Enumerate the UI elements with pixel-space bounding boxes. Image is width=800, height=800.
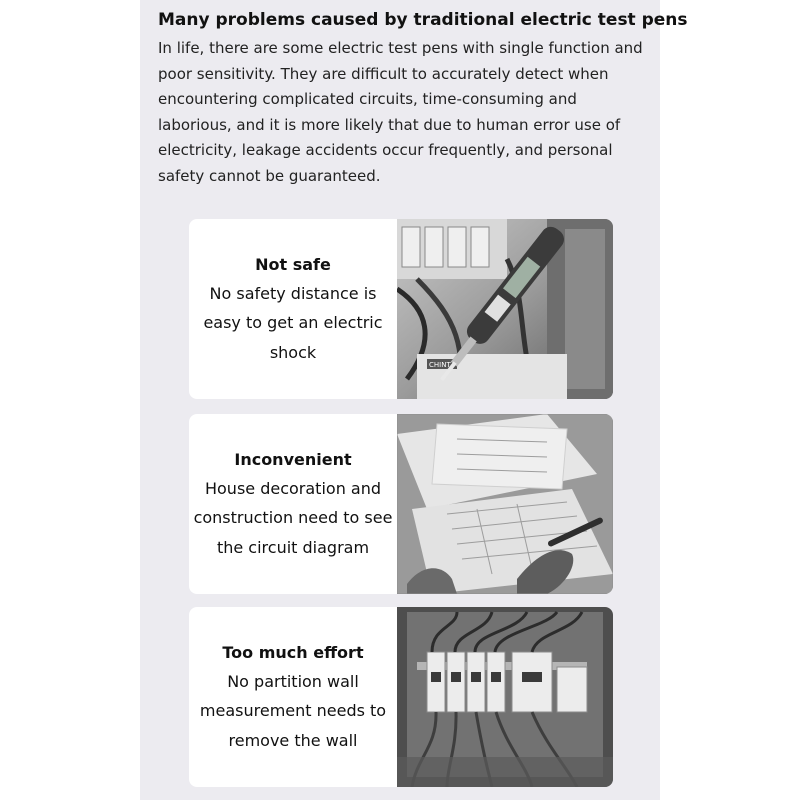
test-pen-on-breaker-photo [397, 219, 613, 399]
breaker-panel-wiring-photo [397, 607, 613, 787]
problem-card-too-much-effort [189, 607, 613, 787]
circuit-drawings-photo [397, 414, 613, 594]
card-title: Too much effort [222, 642, 364, 662]
intro-paragraph: In life, there are some electric test pens with single function and poor sensitivity. They are difficult to accurately detect when encountering complicated circuits, time-consuming and laborious, and it is more likely that due to human error use of electricity, leakage accidents occur frequently, and personal safety cannot be guaranteed. [158, 39, 643, 185]
card-text [189, 607, 397, 787]
card-description: No partition wall measurement needs to remove the wall [199, 671, 387, 750]
card-title: Not safe [255, 254, 331, 274]
section-heading: Many problems caused by traditional electric test pens [158, 10, 688, 30]
card-description: House decoration and construction need to see the circuit diagram [193, 478, 393, 557]
card-description: No safety distance is easy to get an electric shock [203, 283, 383, 362]
card-title: Inconvenient [234, 449, 352, 469]
problem-card-not-safe [189, 219, 613, 399]
card-text [189, 219, 397, 399]
problem-card-inconvenient [189, 414, 613, 594]
card-text [189, 414, 397, 594]
brand-label: CHINT [429, 361, 451, 369]
